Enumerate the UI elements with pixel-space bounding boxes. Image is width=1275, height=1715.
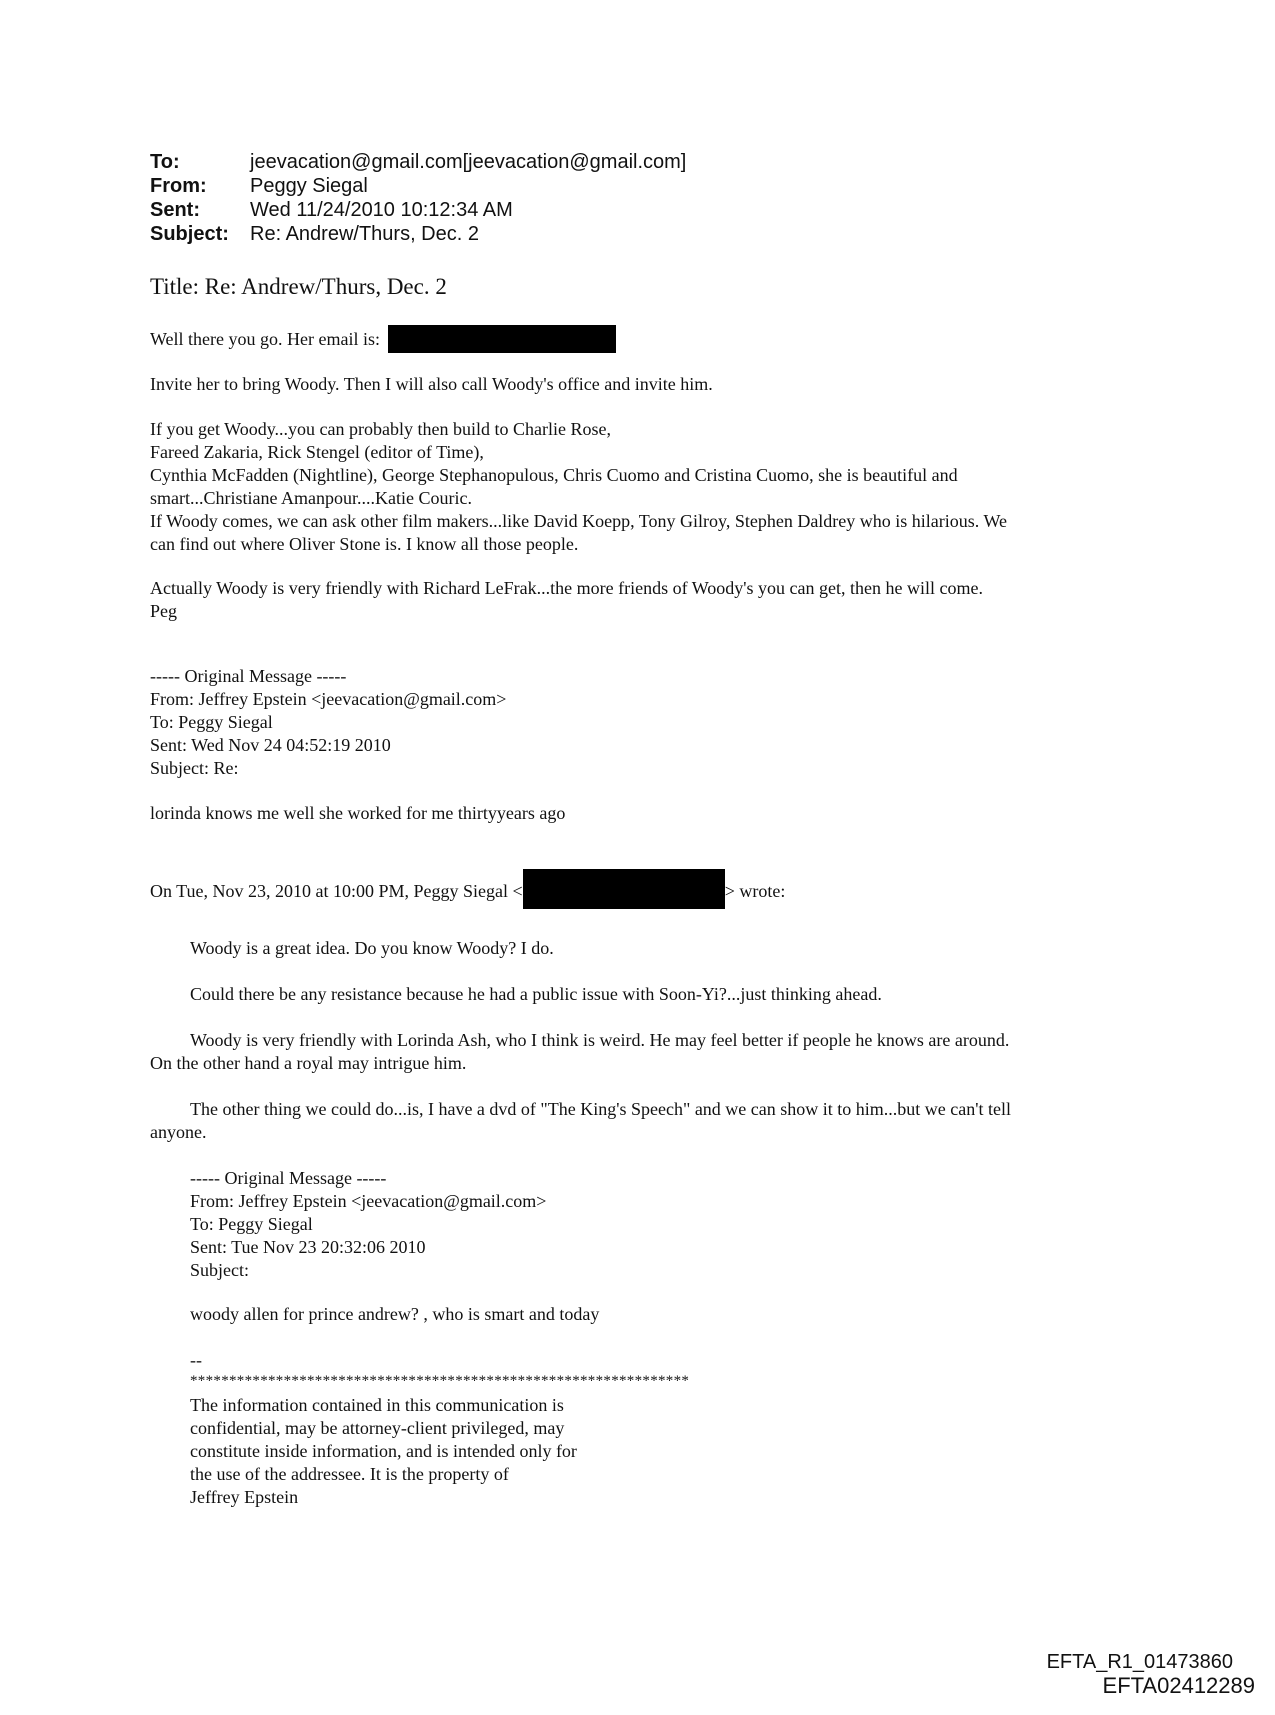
header-to-value: jeevacation@gmail.com[jeevacation@gmail.com] xyxy=(250,151,687,173)
text-line: Cynthia McFadden (Nightline), George Stephanopulous, Chris Cuomo and Cristina Cuomo, she is beautiful and xyxy=(150,465,958,485)
wrote-prefix: On Tue, Nov 23, 2010 at 10:00 PM, Peggy Siegal < xyxy=(150,881,523,901)
original-message-2 xyxy=(190,1167,546,1282)
quoted-paragraph-4-line-1: The other thing we could do...is, I have a dvd of "The King's Speech" and we can show it to him...but we can't tell xyxy=(190,1099,1011,1119)
disclaimer-line: The information contained in this communication is xyxy=(190,1395,564,1415)
disclaimer-line: Jeffrey Epstein xyxy=(190,1487,299,1507)
text-line: If you get Woody...you can probably then build to Charlie Rose, xyxy=(150,419,611,439)
quoted-paragraph-3-line-2: On the other hand a royal may intrigue him. xyxy=(150,1053,467,1073)
header-sent-label: Sent: xyxy=(150,199,200,221)
original-to: To: Peggy Siegal xyxy=(190,1214,313,1234)
signature-stars: **************************************************************** xyxy=(190,1373,690,1389)
header-subject-label: Subject: xyxy=(150,223,229,245)
disclaimer xyxy=(190,1394,577,1509)
text-line: smart...Christiane Amanpour....Katie Couric. xyxy=(150,488,472,508)
footer-id-1: EFTA_R1_01473860 xyxy=(1046,1651,1233,1673)
quoted-paragraph-3-line-1: Woody is very friendly with Lorinda Ash, who I think is weird. He may feel better if people he knows are around. xyxy=(190,1030,1010,1050)
redaction-box xyxy=(388,325,616,353)
disclaimer-line: confidential, may be attorney-client privileged, may xyxy=(190,1418,565,1438)
original-from: From: Jeffrey Epstein <jeevacation@gmail.com> xyxy=(190,1191,547,1211)
quoted-paragraph-4-line-2: anyone. xyxy=(150,1122,207,1142)
document-title: Title: Re: Andrew/Thurs, Dec. 2 xyxy=(150,274,447,299)
wrote-line xyxy=(150,869,785,909)
header-subject-value: Re: Andrew/Thurs, Dec. 2 xyxy=(250,223,479,245)
original-subject: Subject: Re: xyxy=(150,758,239,778)
original-sent: Sent: Tue Nov 23 20:32:06 2010 xyxy=(190,1237,426,1257)
quoted-paragraph-2: Could there be any resistance because he had a public issue with Soon-Yi?...just thinking ahead. xyxy=(190,984,882,1004)
original-to: To: Peggy Siegal xyxy=(150,712,273,732)
original-divider: ----- Original Message ----- xyxy=(190,1168,387,1188)
wrote-suffix: > wrote: xyxy=(724,881,786,901)
header-subject-row xyxy=(150,222,686,246)
text-line: Fareed Zakaria, Rick Stengel (editor of Time), xyxy=(150,442,484,462)
body-paragraph-lefrak xyxy=(150,577,983,623)
original-1-body: lorinda knows me well she worked for me thirtyyears ago xyxy=(150,803,566,823)
quoted-paragraph-1: Woody is a great idea. Do you know Woody? I do. xyxy=(190,938,554,958)
header-sent-row xyxy=(150,198,686,222)
email-header xyxy=(150,150,686,246)
original-subject: Subject: xyxy=(190,1260,249,1280)
header-from-value: Peggy Siegal xyxy=(250,175,368,197)
body-line-email xyxy=(150,325,616,353)
original-message-1 xyxy=(150,665,506,780)
signature-peg: Peg xyxy=(150,601,177,621)
text-line: can find out where Oliver Stone is. I know all those people. xyxy=(150,534,579,554)
body-paragraph-guests xyxy=(150,418,1007,556)
header-to-label: To: xyxy=(150,151,180,173)
disclaimer-line: constitute inside information, and is intended only for xyxy=(190,1441,577,1461)
original-2-body: woody allen for prince andrew? , who is smart and today xyxy=(190,1304,600,1324)
header-from-label: From: xyxy=(150,175,207,197)
text-line: If Woody comes, we can ask other film makers...like David Koepp, Tony Gilroy, Stephen Daldrey who is hilarious. We xyxy=(150,511,1007,531)
body-line-invite: Invite her to bring Woody. Then I will also call Woody's office and invite him. xyxy=(150,374,713,394)
original-sent: Sent: Wed Nov 24 04:52:19 2010 xyxy=(150,735,391,755)
signature-dash: -- xyxy=(190,1350,202,1370)
original-divider: ----- Original Message ----- xyxy=(150,666,347,686)
footer-id-2: EFTA02412289 xyxy=(1102,1673,1255,1698)
text-line: Actually Woody is very friendly with Richard LeFrak...the more friends of Woody's you can get, then he will come. xyxy=(150,578,983,598)
header-from-row xyxy=(150,174,686,198)
body-line-email-text: Well there you go. Her email is: xyxy=(150,329,380,349)
redaction-box xyxy=(523,869,725,909)
original-from: From: Jeffrey Epstein <jeevacation@gmail.com> xyxy=(150,689,507,709)
header-sent-value: Wed 11/24/2010 10:12:34 AM xyxy=(250,199,513,221)
disclaimer-line: the use of the addressee. It is the property of xyxy=(190,1464,509,1484)
header-to-row xyxy=(150,150,686,174)
